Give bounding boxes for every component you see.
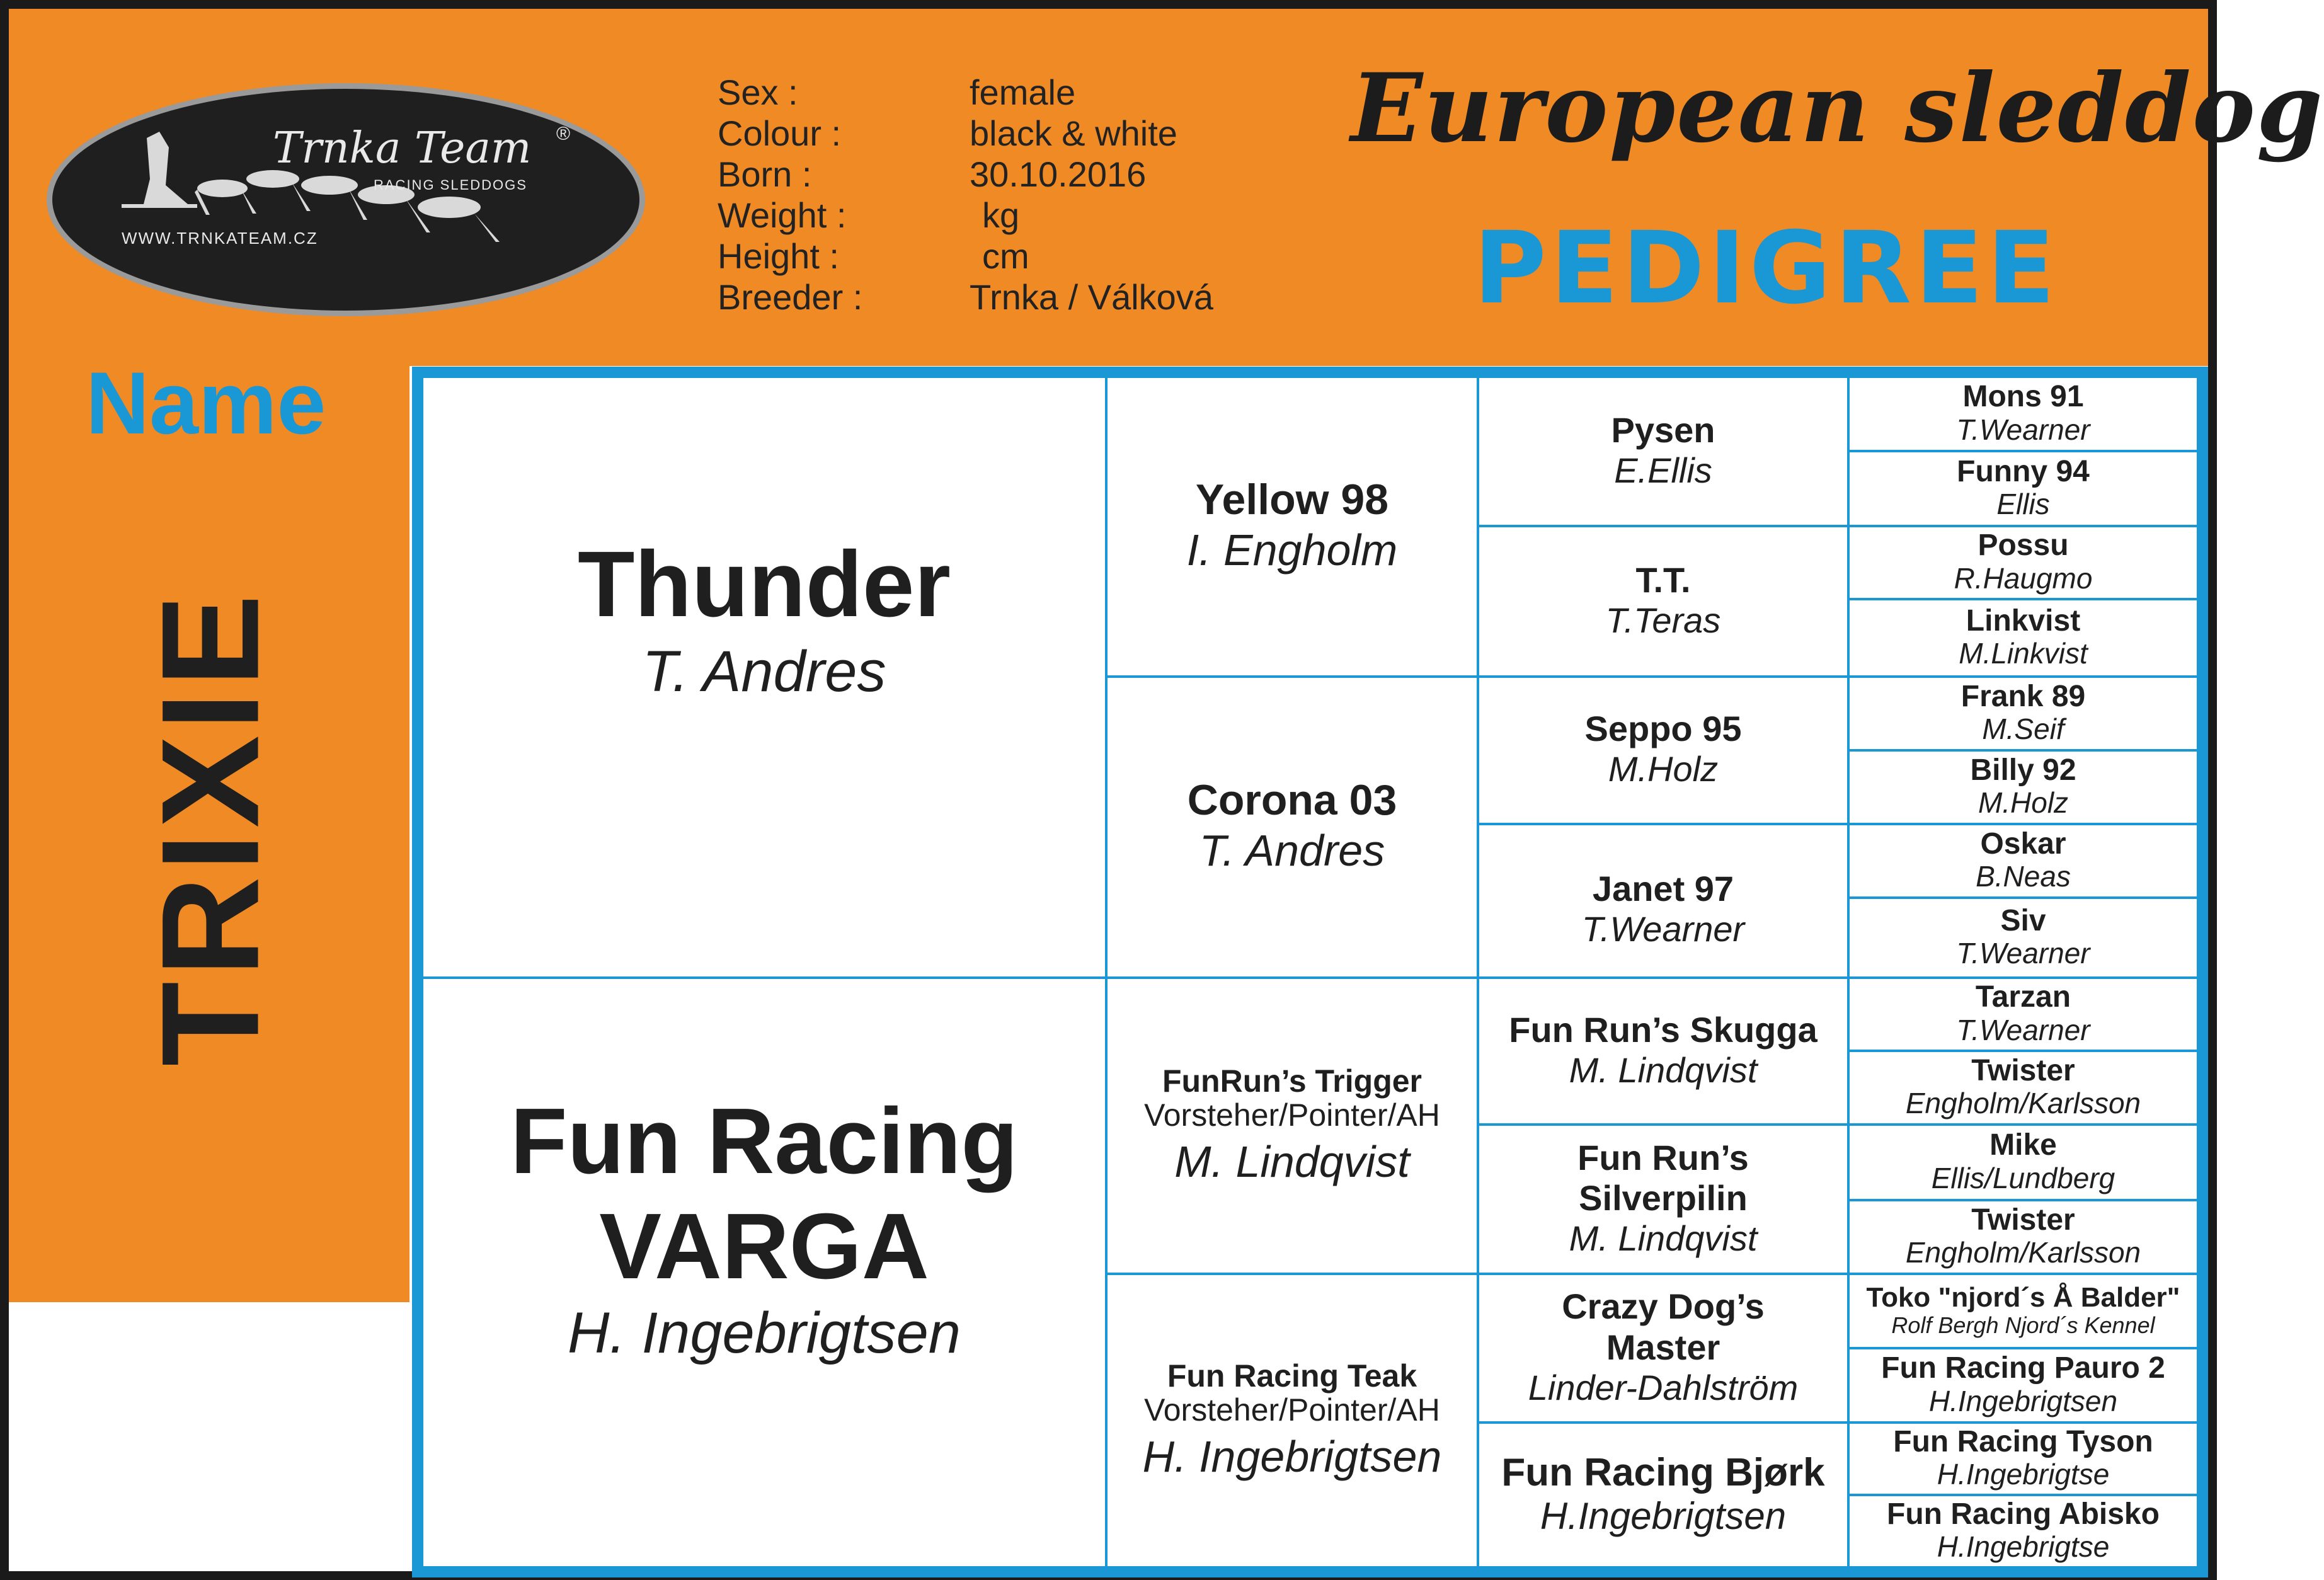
gen4-owner: Engholm/Karlsson — [1905, 1236, 2141, 1269]
sire-dam-name: Corona 03 — [1187, 776, 1397, 825]
gen4-owner: Ellis/Lundberg — [1931, 1161, 2115, 1194]
info-value-breeder: Trnka / Válková — [970, 277, 1213, 317]
gen3-owner: E.Ellis — [1614, 450, 1712, 490]
info-label-born: Born : — [718, 154, 812, 194]
info-value-born: 30.10.2016 — [970, 154, 1147, 194]
gen4-cell — [1850, 752, 2197, 823]
gen4-name: Twister — [1971, 1203, 2075, 1237]
gen4-cell — [1850, 1201, 2197, 1273]
gen4-cell — [1850, 1126, 2197, 1199]
gen3-name: Pysen — [1611, 409, 1715, 450]
gen4-owner: H.Ingebrigtse — [1937, 1458, 2110, 1491]
gen4-cell — [1850, 452, 2197, 525]
dam-owner: H. Ingebrigtsen — [568, 1301, 961, 1366]
info-value-weight: kg — [982, 195, 1020, 235]
gen4-cell — [1850, 378, 2197, 450]
gen4-cell — [1850, 825, 2197, 896]
gen4-name: Linkvist — [1966, 604, 2081, 638]
gen3-cell — [1479, 527, 1847, 675]
dam-sire-breed: Vorsteher/Pointer/AH — [1144, 1097, 1440, 1133]
gen3-owner: M.Holz — [1608, 749, 1719, 789]
gen4-owner: T.Wearner — [1956, 937, 2090, 970]
gen4-cell — [1850, 1424, 2197, 1494]
info-value-sex: female — [970, 72, 1076, 112]
gen4-cell — [1850, 979, 2197, 1050]
gen4-name: Siv — [2000, 903, 2046, 937]
gen4-cell — [1850, 678, 2197, 749]
gen3-cell — [1479, 825, 1847, 976]
trnka-team-logo — [47, 83, 645, 316]
sire-name: Thunder — [578, 532, 951, 637]
gen3-owner: M. Lindqvist — [1569, 1218, 1758, 1259]
sire-sire-owner: I. Engholm — [1186, 525, 1398, 575]
info-label-sex: Sex : — [718, 72, 798, 112]
gen4-name: Twister — [1971, 1053, 2075, 1087]
gen3-name-line1: Crazy Dog’s — [1562, 1286, 1765, 1326]
gen4-name: Toko "njord´s Å Balder" — [1866, 1282, 2180, 1314]
logo-title: Trnka Team — [273, 123, 532, 173]
gen4-cell — [1850, 1349, 2197, 1421]
gen4-cell — [1850, 899, 2197, 976]
gen4-name: Oskar — [1980, 827, 2066, 861]
dog-name: TRIXIE — [132, 589, 288, 1067]
info-label-colour: Colour : — [718, 113, 842, 153]
gen4-name: Fun Racing Pauro 2 — [1881, 1351, 2165, 1385]
gen4-name: Billy 92 — [1970, 753, 2076, 787]
logo-url: WWW.TRNKATEAM.CZ — [122, 229, 318, 248]
gen4-name: Possu — [1978, 529, 2069, 563]
name-label: Name — [86, 353, 326, 452]
gen4-name: Fun Racing Tyson — [1893, 1424, 2153, 1458]
gen4-owner: T.Wearner — [1956, 413, 2090, 446]
dam-sire-cell — [1108, 979, 1477, 1273]
registered-mark: ® — [556, 123, 571, 144]
gen4-owner: H.Ingebrigtsen — [1928, 1384, 2118, 1417]
gen4-name: Mons 91 — [1962, 380, 2084, 414]
gen3-cell — [1479, 378, 1847, 525]
heading-title: European sleddog — [1351, 53, 2324, 164]
gen3-name: Fun Racing Bjørk — [1501, 1450, 1825, 1494]
gen3-name: Janet 97 — [1592, 869, 1734, 909]
gen4-name: Funny 94 — [1957, 454, 2090, 488]
dam-dam-cell — [1108, 1275, 1477, 1566]
gen4-owner: M.Holz — [1978, 786, 2069, 820]
gen3-owner: T.Wearner — [1581, 909, 1745, 949]
gen4-owner: Engholm/Karlsson — [1905, 1087, 2141, 1120]
logo-subtitle: RACING SLEDDOGS — [374, 177, 527, 193]
gen3-cell — [1479, 979, 1847, 1123]
sire-sire-name: Yellow 98 — [1195, 476, 1389, 524]
dam-dam-name: Fun Racing Teak — [1167, 1358, 1417, 1394]
gen3-owner: Linder-Dahlström — [1528, 1367, 1799, 1407]
pedigree-table — [412, 367, 2208, 1577]
gen4-name: Fun Racing Abisko — [1887, 1497, 2160, 1531]
dam-cell — [423, 978, 1105, 1482]
gen3-owner: T.Teras — [1605, 600, 1721, 640]
sire-sire-cell — [1108, 378, 1477, 675]
gen3-name-line1: Fun Run’s — [1577, 1137, 1749, 1177]
sire-owner: T. Andres — [642, 639, 886, 704]
dam-sire-owner: M. Lindqvist — [1174, 1136, 1410, 1186]
gen4-owner: R.Haugmo — [1954, 561, 2093, 595]
dam-dam-owner: H. Ingebrigtsen — [1142, 1431, 1442, 1481]
gen4-owner: Ellis — [1996, 488, 2050, 521]
gen4-owner: M.Seif — [1982, 713, 2064, 746]
dog-name-container — [59, 459, 362, 1196]
info-label-breeder: Breeder : — [718, 277, 863, 317]
sire-dam-owner: T. Andres — [1199, 826, 1385, 876]
sire-cell — [423, 378, 1105, 863]
info-value-height: cm — [982, 236, 1029, 276]
gen3-name-line2: Master — [1606, 1327, 1720, 1367]
info-label-weight: Weight : — [718, 195, 847, 235]
gen4-cell — [1850, 1496, 2197, 1566]
gen3-name-line2: Silverpilin — [1579, 1178, 1748, 1218]
dam-name-line2: VARGA — [599, 1194, 929, 1299]
gen4-name: Frank 89 — [1961, 679, 2086, 713]
gen4-name: Mike — [1989, 1128, 2057, 1162]
gen4-owner: Rolf Bergh Njord´s Kennel — [1891, 1312, 2155, 1339]
gen4-cell — [1850, 1275, 2197, 1347]
info-value-colour: black & white — [970, 113, 1177, 153]
gen4-cell — [1850, 600, 2197, 675]
info-label-height: Height : — [718, 236, 839, 276]
gen3-name: T.T. — [1635, 559, 1691, 600]
gen4-owner: T.Wearner — [1956, 1013, 2090, 1046]
gen3-cell — [1479, 1275, 1847, 1421]
gen3-cell — [1479, 678, 1847, 823]
dam-sire-name: FunRun’s Trigger — [1162, 1063, 1422, 1099]
gen3-name: Fun Run’s Skugga — [1509, 1009, 1817, 1050]
gen3-owner: H.Ingebrigtsen — [1540, 1495, 1787, 1538]
gen3-cell — [1479, 1126, 1847, 1273]
dam-dam-breed: Vorsteher/Pointer/AH — [1144, 1392, 1440, 1428]
gen3-owner: M. Lindqvist — [1569, 1050, 1758, 1090]
dam-name-line1: Fun Racing — [510, 1089, 1018, 1193]
sire-dam-cell — [1108, 678, 1477, 976]
gen3-name: Seppo 95 — [1584, 709, 1742, 749]
heading-subtitle: PEDIGREE — [1474, 210, 2059, 326]
gen4-owner: B.Neas — [1976, 860, 2071, 893]
gen4-cell — [1850, 1052, 2197, 1123]
gen4-owner: H.Ingebrigtse — [1937, 1530, 2110, 1564]
gen4-owner: M.Linkvist — [1959, 637, 2088, 670]
gen3-cell — [1479, 1424, 1847, 1566]
gen4-cell — [1850, 527, 2197, 598]
gen4-name: Tarzan — [1975, 980, 2071, 1014]
